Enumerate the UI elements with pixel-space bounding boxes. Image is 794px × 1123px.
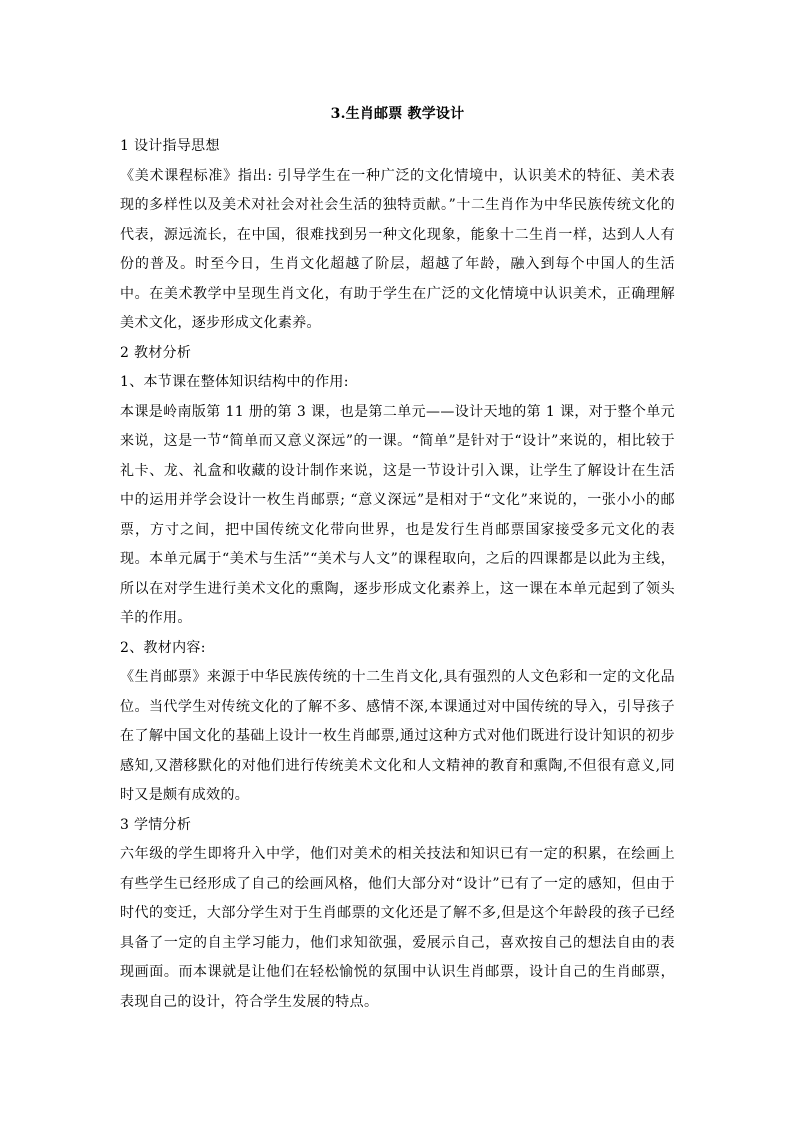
subheading-textbook-content: 2、教材内容: [120, 639, 206, 656]
paragraph-textbook-content: 《生肖邮票》来源于中华民族传统的十二生肖文化,具有强烈的人文色彩和一定的文化品位。当代学生对传统文化的了解不多、感情不深,本课通过对中国传统的导入，引导孩子在了解中国文化的基础上设计一枚生肖邮票,通过这种方式对他们既进行设计知识的初步感知,又潜移默化的对他们进行传统美术文化和人文精神的教育和熏陶,不但很有意义,同时又是颇有成效的。 [120, 669, 675, 803]
section-heading-student-analysis: 3 学情分析 [120, 816, 192, 833]
paragraph-design-philosophy: 《美术课程标准》指出: 引导学生在一种广泛的文化情境中，认识美术的特征、美术表现的多样性以及美术对社会对社会生活的独特贡献。”十二生肖作为中华民族传统文化的代表，源远流长，在中国，很难找到另一种文化现象，能象十二生肖一样，达到人人有份的普及。时至今日，生肖文化超越了阶层，超越了年龄，融入到每个中国人的生活中。在美术教学中呈现生肖文化，有助于学生在广泛的文化情境中认识美术，正确理解美术文化，逐步形成文化素养。 [120, 167, 675, 331]
document-page [120, 96, 675, 1017]
paragraph-student-analysis: 六年级的学生即将升入中学，他们对美术的相关技法和知识已有一定的积累，在绘画上有些学生已经形成了自己的绘画风格，他们大部分对“设计”已有了一定的感知，但由于时代的变迁，大部分学生对于生肖邮票的文化还是了解不多,但是这个年龄段的孩子已经具备了一定的自主学习能力，他们求知欲强，爱展示自己，喜欢按自己的想法自由的表现画面。而本课就是让他们在轻松愉悦的氛围中认识生肖邮票，设计自己的生肖邮票，表现自己的设计，符合学生发展的特点。 [120, 846, 675, 1010]
paragraph-role-in-structure: 本课是岭南版第 11 册的第 3 课，也是第二单元——设计天地的第 1 课，对于整个单元来说，这是一节“简单而又意义深远”的一课。“简单”是针对于“设计”来说的，相比较于礼卡、龙、礼盒和收藏的设计制作来说，这是一节设计引入课，让学生了解设计在生活中的运用并学会设计一枚生肖邮票; “意义深远”是相对于“文化”来说的，一张小小的邮票，方寸之间，把中国传统文化带向世界，也是发行生肖邮票国家接受多元文化的表现。本单元属于“美术与生活”“美术与人文”的课程取向，之后的四课都是以此为主线，所以在对学生进行美术文化的熏陶，逐步形成文化素养上，这一课在本单元起到了领头羊的作用。 [120, 403, 675, 626]
subheading-role-in-structure: 1、本节课在整体知识结构中的作用: [120, 374, 349, 390]
section-heading-textbook-analysis: 2 教材分析 [120, 344, 192, 361]
section-heading-design-philosophy: 1 设计指导思想 [120, 138, 220, 154]
document-title: 3.生肖邮票 教学设计 [330, 106, 465, 122]
